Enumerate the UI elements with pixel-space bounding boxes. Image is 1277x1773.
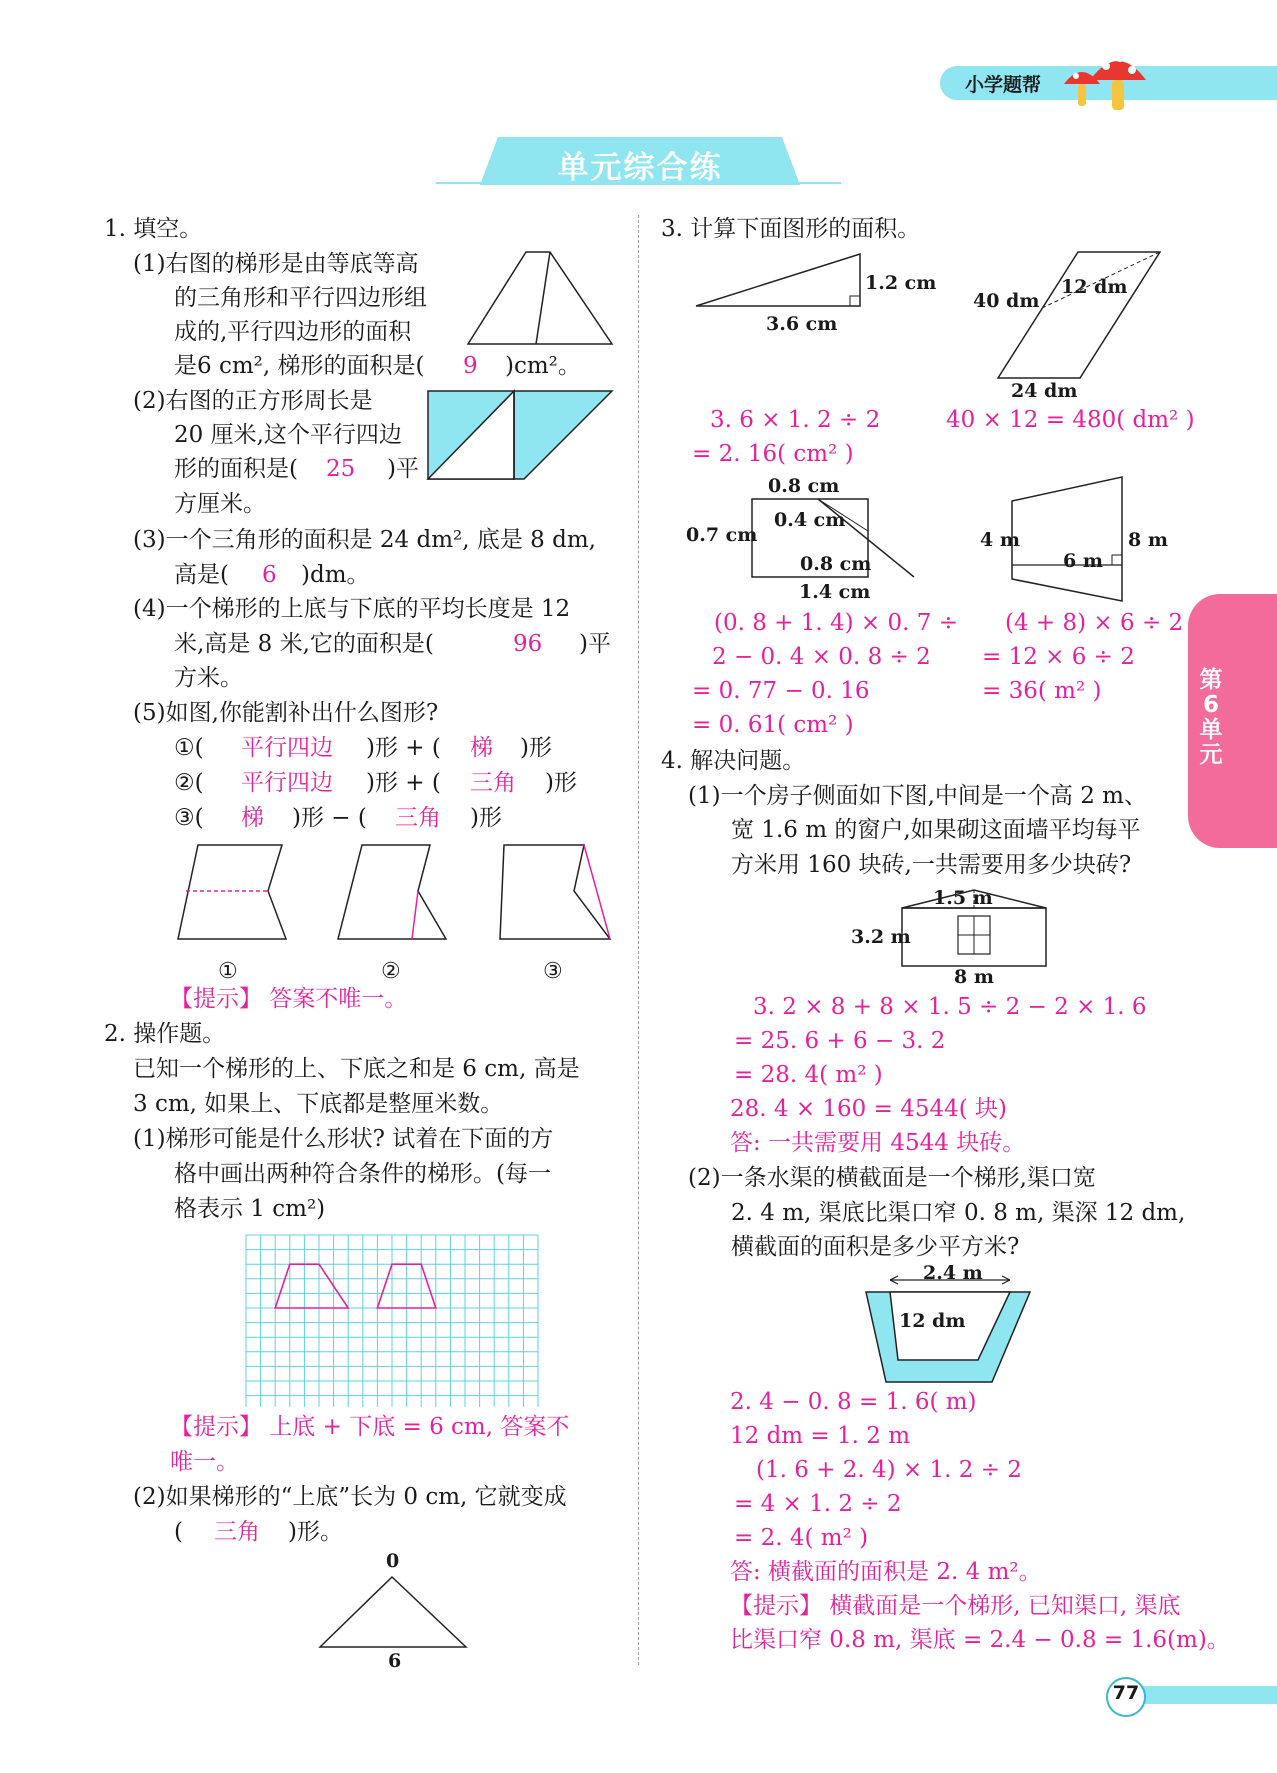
q1-2-line4: 方厘米。	[174, 491, 266, 517]
q1-3-line2: 高是(	[174, 562, 229, 588]
q1-4-answer: 96	[513, 631, 543, 657]
q3-fig4-ans-2: = 12 × 6 ÷ 2	[982, 644, 1135, 670]
q3-fig4-right: 8 m	[1128, 529, 1168, 551]
q4-2-line2: 2. 4 m, 渠底比渠口窄 0. 8 m, 渠深 12 dm,	[731, 1200, 1186, 1226]
q2-text-2: 3 cm, 如果上、下底都是整厘米数。	[133, 1091, 504, 1117]
q1-5-row1-mid: )形 + (	[366, 735, 441, 761]
q1-4-line2b: )平	[579, 631, 611, 657]
q1-5-fig-label-3: ③	[543, 959, 563, 984]
q4-1-line1: (1)一个房子侧面如下图,中间是一个高 2 m、	[688, 783, 1147, 809]
q1-1-line1: (1)右图的梯形是由等底等高	[133, 251, 419, 277]
q1-5-row2-end: )形	[545, 770, 577, 796]
q4-1-ans-2: = 25. 6 + 6 − 3. 2	[734, 1028, 946, 1054]
q2-1-line3: 格表示 1 cm²)	[174, 1196, 326, 1222]
q2-1-hint-2: 唯一。	[170, 1449, 239, 1475]
q1-5-row1-end: )形	[520, 735, 552, 761]
q4-1-ans-4: 28. 4 × 160 = 4544( 块)	[730, 1096, 1007, 1122]
q3-fig1-height: 1.2 cm	[865, 272, 937, 294]
q3-fig2-height: 12 dm	[1061, 276, 1128, 298]
q4-2-canal-depth: 12 dm	[899, 1310, 966, 1332]
q4-1-house-roof: 1.5 m	[933, 887, 993, 909]
q3-fig3-top: 0.8 cm	[768, 475, 840, 497]
q4-1-house-height: 3.2 m	[851, 926, 911, 948]
q1-3-line2b: )dm。	[301, 562, 370, 588]
q4-2-ans-5: = 2. 4( m² )	[734, 1525, 869, 1551]
q1-1-line2: 的三角形和平行四边形组	[174, 285, 427, 311]
q1-5-row1-b: 梯	[470, 735, 493, 761]
q1-2-line3: 形的面积是(	[174, 456, 298, 482]
q4-2-ans-3: (1. 6 + 2. 4) × 1. 2 ÷ 2	[756, 1457, 1022, 1483]
q1-5-fig-label-2: ②	[381, 959, 401, 984]
q2-1-line1: (1)梯形可能是什么形状? 试着在下面的方	[133, 1126, 554, 1152]
q1-5-row3-end: )形	[470, 805, 502, 831]
page-number: 77	[1112, 1682, 1140, 1704]
q3-fig4-trapezoid	[1010, 475, 1126, 603]
q1-2-line2: 20 厘米,这个平行四边	[174, 422, 402, 448]
q3-fig3-bottom: 1.4 cm	[799, 581, 871, 603]
q1-4-line1: (4)一个梯形的上底与下底的平均长度是 12	[133, 596, 571, 622]
q1-1-line5: )cm²。	[505, 353, 581, 379]
q1-5-row2-a: 平行四边	[241, 770, 333, 796]
grid-trapezoid-1	[275, 1264, 348, 1308]
q3-fig4-left: 4 m	[980, 529, 1020, 551]
q3-title: 3. 计算下面图形的面积。	[661, 216, 921, 242]
footer-bar	[1140, 1686, 1277, 1704]
q4-2-ans-1: 2. 4 − 0. 8 = 1. 6( m)	[730, 1389, 977, 1415]
q1-1-trapezoid-figure	[466, 250, 616, 346]
q1-2-line3b: )平	[387, 456, 419, 482]
q1-1-line3: 成的,平行四边形的面积	[174, 319, 412, 345]
q1-2-line1: (2)右图的正方形周长是	[133, 388, 373, 414]
q3-fig3-inner: 0.4 cm	[774, 509, 846, 531]
q2-2-answer: 三角	[214, 1519, 260, 1545]
header-brand: 小学题帮	[965, 74, 1042, 96]
q4-2-ans-4: = 4 × 1. 2 ÷ 2	[734, 1491, 902, 1517]
q1-5-title: (5)如图,你能割补出什么图形?	[133, 700, 439, 726]
q2-1-grid-figure	[244, 1233, 540, 1407]
q2-1-line2: 格中画出两种符合条件的梯形。(每一	[174, 1161, 551, 1187]
q2-2-fig-bottom: 6	[388, 1650, 402, 1672]
q3-fig1-triangle	[694, 250, 864, 310]
q4-2-canal-width: 2.4 m	[923, 1262, 983, 1284]
q1-5-row3-mid: )形 − (	[292, 805, 367, 831]
page-title: 单元综合练	[557, 150, 723, 186]
q4-title: 4. 解决问题。	[661, 748, 806, 774]
q4-1-ans-1: 3. 2 × 8 + 8 × 1. 5 ÷ 2 − 2 × 1. 6	[753, 994, 1147, 1020]
column-divider	[638, 215, 639, 1665]
q4-1-house-width: 8 m	[954, 966, 994, 988]
q2-text-1: 已知一个梯形的上、下底之和是 6 cm, 高是	[133, 1056, 580, 1082]
q2-2-line1: (2)如果梯形的“上底”长为 0 cm, 它就变成	[133, 1484, 567, 1510]
q3-fig3-left: 0.7 cm	[686, 524, 758, 546]
q3-fig4-ans-1: (4 + 8) × 6 ÷ 2	[1005, 610, 1184, 636]
q1-5-row2-num: ②(	[174, 770, 204, 796]
q4-2-ans-2: 12 dm = 1. 2 m	[730, 1423, 911, 1449]
q1-2-answer: 25	[326, 456, 356, 482]
q2-2-triangle-figure	[318, 1574, 470, 1650]
q3-fig2-ans-1: 40 × 12 = 480( dm² )	[946, 407, 1195, 433]
q4-2-hint-2: 比渠口窄 0.8 m, 渠底 = 2.4 − 0.8 = 1.6(m)。	[730, 1627, 1230, 1653]
q3-fig2-parallelogram	[996, 250, 1162, 382]
q4-2-line3: 横截面的面积是多少平方米?	[731, 1234, 1020, 1260]
q3-fig3-inner-b: 0.8 cm	[800, 553, 872, 575]
q3-fig4-height: 6 m	[1063, 550, 1103, 572]
q1-5-row2-mid: )形 + (	[366, 770, 441, 796]
q4-1-line3: 方米用 160 块砖,一共需要用多少块砖?	[731, 852, 1132, 878]
q4-1-ans-5: 答: 一共需要用 4544 块砖。	[730, 1130, 1026, 1156]
q1-5-fig-label-1: ①	[218, 959, 238, 984]
q1-5-row3-num: ③(	[174, 805, 204, 831]
q3-fig2-base: 24 dm	[1011, 380, 1078, 402]
q3-fig3-ans-2: 2 − 0. 4 × 0. 8 ÷ 2	[712, 644, 931, 670]
q1-title: 1. 填空。	[104, 216, 203, 242]
q1-2-parallelogram-figure	[426, 389, 616, 481]
q1-4-line2: 米,高是 8 米,它的面积是(	[174, 631, 434, 657]
q3-fig2-side: 40 dm	[973, 290, 1040, 312]
q3-fig1-ans-1: 3. 6 × 1. 2 ÷ 2	[710, 407, 881, 433]
q2-2-end: )形。	[288, 1519, 343, 1545]
q3-fig4-ans-3: = 36( m² )	[982, 678, 1102, 704]
q1-5-figures	[170, 843, 620, 943]
q3-fig1-base: 3.6 cm	[766, 313, 838, 335]
q1-1-answer: 9	[463, 353, 478, 379]
q3-fig3-ans-1: (0. 8 + 1. 4) × 0. 7 ÷	[714, 610, 958, 636]
q1-1-line4: 是6 cm², 梯形的面积是(	[174, 353, 425, 379]
q1-4-line3: 方米。	[174, 665, 243, 691]
q1-5-row1-num: ①(	[174, 735, 204, 761]
mushroom-icon	[1060, 46, 1150, 114]
q4-2-hint-1: 【提示】 横截面是一个梯形, 已知渠口, 渠底	[730, 1593, 1181, 1619]
q1-5-row3-a: 梯	[241, 805, 264, 831]
q1-5-hint: 【提示】 答案不唯一。	[170, 986, 408, 1012]
q1-3-answer: 6	[262, 562, 277, 588]
q1-5-row3-b: 三角	[395, 805, 441, 831]
q3-fig3-ans-3: = 0. 77 − 0. 16	[692, 678, 870, 704]
q2-2-paren: (	[174, 1519, 183, 1545]
q1-3-line1: (3)一个三角形的面积是 24 dm², 底是 8 dm,	[133, 527, 596, 553]
unit-side-tab-label: 第6单元	[1199, 667, 1223, 768]
q3-fig1-ans-2: = 2. 16( cm² )	[692, 441, 854, 467]
q4-2-ans-6: 答: 横截面的面积是 2. 4 m²。	[730, 1559, 1042, 1585]
q2-title: 2. 操作题。	[104, 1021, 226, 1047]
q4-1-line2: 宽 1.6 m 的窗户,如果砌这面墙平均每平	[731, 817, 1141, 843]
q4-1-ans-3: = 28. 4( m² )	[734, 1062, 883, 1088]
q2-2-fig-top: 0	[386, 1550, 400, 1572]
q1-5-row1-a: 平行四边	[241, 735, 333, 761]
q4-2-line1: (2)一条水渠的横截面是一个梯形,渠口宽	[688, 1165, 1096, 1191]
q2-1-hint-1: 【提示】 上底 + 下底 = 6 cm, 答案不	[170, 1414, 570, 1440]
q1-5-row2-b: 三角	[470, 770, 516, 796]
q3-fig3-ans-4: = 0. 61( cm² )	[692, 712, 854, 738]
